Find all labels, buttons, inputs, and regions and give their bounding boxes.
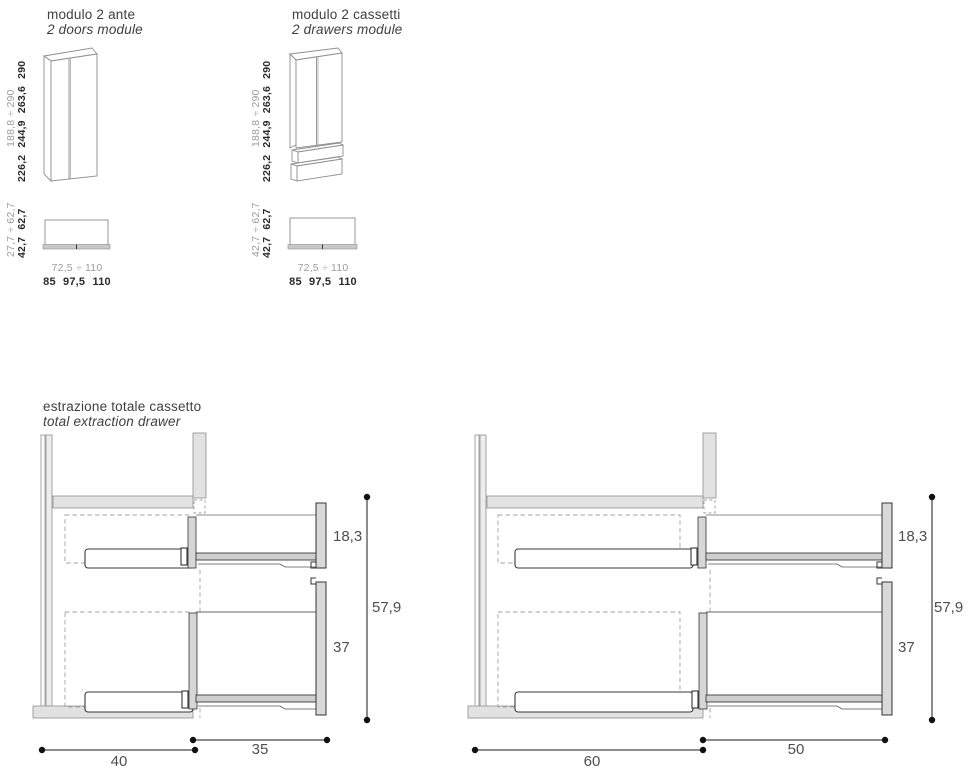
drawer-bottom-edge [198, 564, 316, 567]
slide-bracket [691, 548, 697, 565]
slide-inner-rail [515, 549, 693, 568]
slide-rail-extended [196, 553, 318, 560]
module1-depth-range: 27,7 ÷ 62,7 [5, 202, 17, 257]
closed-drawer-outlines [65, 515, 200, 718]
dim-label-front-top-right: 18,3 [898, 528, 928, 545]
module2-title-it: modulo 2 cassetti [292, 7, 401, 22]
module2-height-range: 188,8 ÷ 290 [250, 89, 262, 147]
drawer-back-panel [698, 517, 706, 568]
module2-width-range: 72,5 ÷ 110 [297, 262, 349, 274]
extraction-drawing-60 [465, 430, 970, 779]
module1-width-range: 72,5 ÷ 110 [51, 262, 103, 274]
extraction-title-it: estrazione totale cassetto [43, 399, 202, 414]
module1-title-en: 2 doors module [47, 22, 143, 37]
module2-heights: 226,2 244,9 263,6 290 [261, 60, 273, 182]
slide-inner-rail [515, 692, 693, 712]
cabinet-section [468, 433, 716, 718]
drawer1-front-panel [316, 503, 326, 568]
dim-label-front-bottom-right: 37 [898, 639, 915, 656]
front-notch [311, 578, 316, 584]
slide-rail-extended [196, 695, 318, 702]
front-stile [193, 433, 206, 498]
base-box [45, 220, 108, 245]
module2-cabinet-drawing [283, 45, 350, 187]
front-notch [877, 578, 882, 584]
drawer-bottom-edge [708, 706, 882, 709]
module1-height-range: 188,8 ÷ 290 [5, 89, 17, 147]
slide-bracket [692, 691, 698, 708]
extraction-title-en: total extraction drawer [43, 414, 181, 429]
slide-rail-extended [706, 695, 885, 702]
top-shelf [487, 496, 703, 508]
module2-title-en: 2 drawers module [292, 22, 403, 37]
dim-label-depth-right: 60 [583, 753, 601, 770]
slide-bracket [181, 548, 187, 565]
module2-depths: 42,7 62,7 [261, 208, 273, 258]
hinge-dashed-box [194, 500, 205, 513]
slide-inner-rail [85, 549, 193, 568]
back-wall-inner [46, 435, 52, 706]
dim-label-extension-left: 35 [251, 741, 269, 758]
drawer-bottom-edge [198, 706, 316, 709]
top-drawer-extended [85, 515, 318, 568]
drawer2-front-panel [316, 582, 326, 715]
drawer-bottom-edge [708, 564, 882, 567]
module2-base-drawing [288, 216, 360, 254]
module2-widths: 85 97,5 110 [289, 276, 357, 288]
extraction-drawing-40 [30, 430, 390, 779]
cabinet-front-face [51, 54, 97, 181]
module1-heights: 226,2 244,9 263,6 290 [16, 60, 28, 182]
drawer-front-panels [877, 503, 892, 715]
cabinet-side-face [44, 56, 51, 181]
back-wall-outer [475, 435, 479, 718]
cabinet-section [33, 433, 206, 718]
back-wall-inner [480, 435, 486, 706]
bottom-drawer-extended [85, 612, 318, 712]
slide-rail-extended [706, 553, 885, 560]
dim-label-extension-right: 50 [787, 741, 805, 758]
module1-widths: 85 97,5 110 [43, 276, 111, 288]
front-stile [703, 433, 716, 498]
slide-inner-rail [85, 692, 193, 712]
module1-title-it: modulo 2 ante [47, 7, 136, 22]
drawer2-side [291, 164, 297, 181]
slide-bracket [182, 691, 188, 708]
drawer-front-panels [311, 503, 326, 715]
dim-label-front-top-left: 18,3 [333, 528, 363, 545]
cabinet-front-face [296, 53, 342, 148]
dim-label-front-bottom-left: 37 [333, 639, 350, 656]
module1-base-drawing [43, 218, 113, 254]
module2-depth-range: 42,7 ÷ 62,7 [250, 202, 262, 257]
top-shelf [53, 496, 193, 508]
module1-depths: 42,7 62,7 [16, 208, 28, 258]
top-drawer-extended [515, 515, 885, 568]
base-box [290, 218, 355, 245]
dim-label-total-height-left: 57,9 [372, 599, 402, 616]
drawer1-front-panel [882, 503, 892, 568]
back-wall-outer [41, 435, 45, 718]
dim-label-depth-left: 40 [110, 753, 128, 770]
hinge-dashed-box [704, 500, 715, 513]
drawer1-side [292, 150, 298, 163]
dim-label-total-height-right: 57,9 [934, 599, 964, 616]
cabinet-side-face [290, 54, 296, 148]
module1-cabinet-drawing [40, 45, 102, 187]
closed-drawer-outlines [498, 515, 710, 718]
drawer2-front-panel [882, 582, 892, 715]
drawer-back-panel [188, 517, 196, 568]
bottom-drawer-extended [515, 612, 885, 712]
